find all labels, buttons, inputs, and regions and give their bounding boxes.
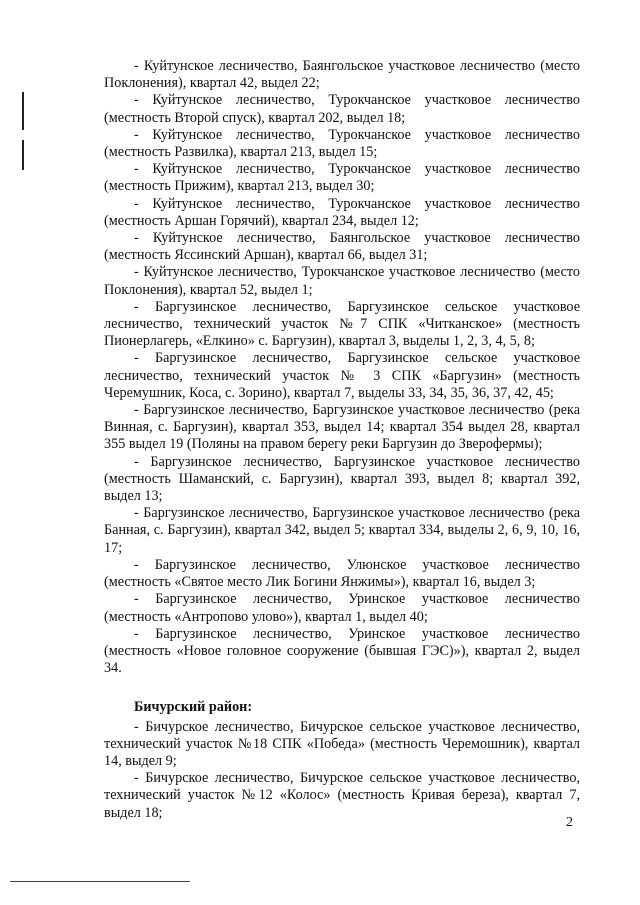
list-item: - Баргузинское лесничество, Баргузинское участковое лесничество (местность Шаманский, с. Баргузин), квартал 393, выдел 8; квартал 392, выдел 13; (104, 453, 580, 505)
list-item: - Баргузинское лесничество, Баргузинское участковое лесничество (река Банная, с. Баргузин), квартал 342, выдел 5; квартал 334, выделы 2, 6, 9, 10, 16, 17; (104, 505, 580, 556)
list-item: - Баргузинское лесничество, Баргузинское сельское участковое лесничество, технический участок №7 СПК «Читканское» (местность Пионерлагерь, «Елкино» с. Баргузин), квартал 3, выделы 1, 2, 3, 4, 5, 8; (104, 298, 580, 350)
list-item: - Куйтунское лесничество, Баянгольское участковое лесничество (место Поклонения), квартал 42, выдел 22; (104, 58, 580, 92)
margin-change-bar (22, 92, 24, 130)
margin-change-bar (22, 140, 24, 170)
list-item: - Куйтунское лесничество, Турокчанское участковое лесничество (местность Прижим), квартал 213, выдел 30; (104, 161, 580, 195)
list-item: - Баргузинское лесничество, Уринское участковое лесничество (местность «Антропово улово»), квартал 1, выдел 40; (104, 591, 580, 625)
list-item: - Куйтунское лесничество, Турокчанское участковое лесничество (местность Второй спуск), квартал 202, выдел 18; (104, 92, 580, 126)
list-item: - Баргузинское лесничество, Баргузинское сельское участковое лесничество, технический участок № 3 СПК «Баргузин» (местность Черемушник, Коса, с. Зорино), квартал 7, выделы 33, 34, 35, 36, 37, 42, 45; (104, 350, 580, 401)
list-item: - Баргузинское лесничество, Баргузинское участковое лесничество (река Винная, с. Баргузин), квартал 353, выдел 14; квартал 354 выдел 28, квартал 355 выдел 19 (Поляны на правом берегу реки Баргузин до Зверофермы); (104, 402, 580, 453)
list-item: - Куйтунское лесничество, Турокчанское участковое лесничество (местность Развилка), квартал 213, выдел 15; (104, 126, 580, 161)
page-number: 2 (566, 815, 573, 830)
list-item: - Куйтунское лесничество, Турокчанское участковое лесничество (место Поклонения), квартал 52, выдел 1; (104, 264, 580, 298)
document-body (104, 58, 580, 822)
list-item: - Баргузинское лесничество, Улюнское участковое лесничество (местность «Святое место Лик Богини Янжимы»), квартал 16, выдел 3; (104, 556, 580, 591)
list-item: - Бичурское лесничество, Бичурское сельское участковое лесничество, технический участок №18 СПК «Победа» (местность Черемошник), квартал 14, выдел 9; (104, 718, 580, 769)
list-item: - Куйтунское лесничество, Баянгольское участковое лесничество (местность Яссинский Аршан), квартал 66, выдел 31; (104, 230, 580, 264)
list-item: - Бичурское лесничество, Бичурское сельское участковое лесничество, технический участок №12 «Колос» (местность Кривая береза), квартал 7, выдел 18; (104, 770, 580, 821)
list-item: - Баргузинское лесничество, Уринское участковое лесничество (местность «Новое головное сооружение (бывшая ГЭС)»), квартал 2, выдел 34. (104, 625, 580, 677)
list-item: - Куйтунское лесничество, Турокчанское участковое лесничество (местность Аршан Горячий), квартал 234, выдел 12; (104, 195, 580, 229)
footnote-separator (10, 881, 190, 882)
section-heading: Бичурский район: (134, 699, 253, 716)
